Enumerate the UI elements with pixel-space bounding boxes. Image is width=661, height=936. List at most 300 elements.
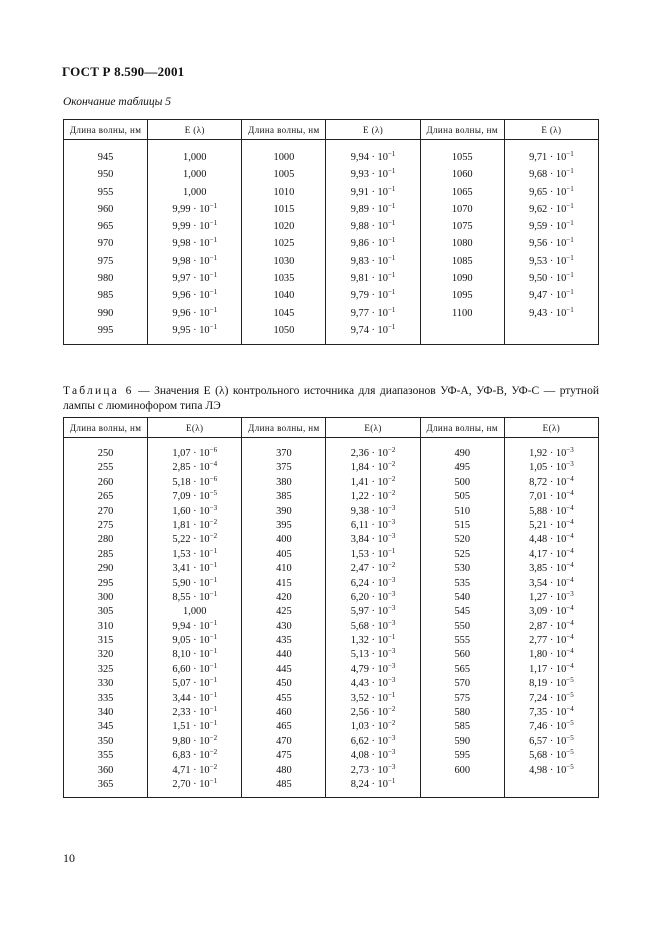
irradiance-cell — [505, 577, 598, 591]
irradiance-mantissa: 2,47 · 10 — [350, 563, 388, 575]
irradiance-mantissa: 2,87 · 10 — [529, 620, 567, 632]
irradiance-cell — [326, 548, 419, 562]
irradiance-mantissa: 1,22 · 10 — [350, 491, 388, 503]
irradiance-mantissa: 2,73 · 10 — [350, 764, 388, 776]
irradiance-cell — [505, 519, 598, 533]
irradiance-mantissa: 9,88 · 10 — [350, 221, 388, 233]
irradiance-exponent: −6 — [209, 474, 218, 483]
irradiance-exponent: −1 — [209, 647, 218, 656]
wavelength-cell: 395 — [276, 519, 292, 531]
wavelength-cell: 590 — [454, 735, 471, 747]
irradiance-mantissa: 9,77 · 10 — [350, 307, 388, 319]
irradiance-cell — [148, 648, 241, 662]
irradiance-exponent: −4 — [566, 546, 574, 555]
irradiance-mantissa: 9,38 · 10 — [350, 505, 388, 517]
irradiance-mantissa: 1,84 · 10 — [350, 462, 388, 474]
irradiance-mantissa: 4,08 · 10 — [350, 750, 388, 762]
wavelength-cell: 1025 — [273, 238, 295, 250]
wavelength-cell: 405 — [276, 548, 292, 560]
wavelength-cell: 985 — [97, 290, 114, 302]
irradiance-cell — [148, 533, 241, 547]
irradiance-cell — [505, 287, 598, 304]
wavelength-cell: 265 — [97, 491, 114, 503]
wavelength-cell: 965 — [97, 221, 114, 233]
wavelength-cell: 475 — [276, 750, 292, 762]
irradiance-cell — [505, 201, 598, 218]
wavelength-cell: 340 — [97, 707, 114, 719]
wavelength-cell: 360 — [97, 764, 114, 776]
table6-irradiance-column-2 — [326, 438, 420, 798]
irradiance-mantissa: 9,56 · 10 — [529, 238, 567, 250]
wavelength-cell: 440 — [276, 649, 292, 661]
irradiance-cell — [148, 490, 241, 504]
irradiance-exponent: −1 — [387, 690, 396, 699]
irradiance-exponent: −1 — [387, 150, 396, 158]
wavelength-cell: 330 — [97, 678, 114, 690]
irradiance-mantissa: 3,54 · 10 — [529, 577, 567, 589]
wavelength-cell: 315 — [97, 635, 114, 647]
irradiance-cell — [505, 476, 598, 490]
wavelength-cell: 970 — [97, 238, 114, 250]
irradiance-exponent: −2 — [387, 474, 396, 483]
wavelength-cell: 345 — [97, 721, 114, 733]
wavelength-cell: 400 — [276, 534, 292, 546]
wavelength-cell: 385 — [276, 491, 292, 503]
irradiance-mantissa: 5,97 · 10 — [350, 606, 388, 618]
wavelength-cell: 1005 — [273, 169, 295, 181]
irradiance-mantissa: 8,55 · 10 — [172, 591, 210, 603]
table6-body-row — [64, 438, 599, 798]
table6-header-wavelength-3: Длина волны, нм — [420, 418, 504, 438]
irradiance-cell — [326, 764, 419, 778]
irradiance-mantissa: 1,53 · 10 — [350, 548, 388, 560]
irradiance-cell — [326, 648, 419, 662]
irradiance-cell — [505, 562, 598, 576]
wavelength-cell: 305 — [97, 606, 114, 618]
irradiance-mantissa: 3,44 · 10 — [172, 692, 210, 704]
irradiance-cell — [326, 749, 419, 763]
irradiance-cell — [505, 735, 598, 749]
irradiance-mantissa: 9,94 · 10 — [350, 152, 388, 163]
irradiance-exponent: −1 — [387, 219, 396, 228]
irradiance-cell — [505, 620, 598, 634]
table5-header-row — [64, 120, 599, 140]
wavelength-cell: 545 — [454, 606, 471, 618]
table6-irradiance-column-3 — [504, 438, 598, 798]
irradiance-exponent: −5 — [566, 748, 574, 757]
irradiance-cell — [148, 778, 241, 792]
irradiance-mantissa: 2,77 · 10 — [529, 635, 567, 647]
irradiance-mantissa: 8,24 · 10 — [350, 778, 388, 790]
irradiance-cell — [326, 476, 419, 490]
irradiance-cell — [148, 201, 241, 218]
irradiance-exponent: −3 — [566, 589, 574, 598]
irradiance-exponent: −1 — [387, 633, 396, 642]
irradiance-cell — [326, 218, 419, 235]
irradiance-cell — [148, 735, 241, 749]
irradiance-mantissa: 9,79 · 10 — [350, 290, 388, 302]
irradiance-cell — [505, 305, 598, 322]
wavelength-cell: 980 — [97, 273, 114, 285]
irradiance-cell — [326, 270, 419, 287]
irradiance-cell — [148, 577, 241, 591]
irradiance-mantissa: 4,48 · 10 — [529, 534, 567, 546]
irradiance-mantissa: 1,05 · 10 — [529, 462, 567, 474]
irradiance-exponent: −1 — [209, 305, 218, 314]
wavelength-cell: 410 — [276, 563, 292, 575]
irradiance-exponent: −4 — [566, 532, 574, 541]
irradiance-exponent: −3 — [387, 748, 396, 757]
irradiance-exponent: −1 — [209, 288, 218, 297]
irradiance-cell — [148, 235, 241, 252]
irradiance-exponent: −3 — [387, 676, 396, 685]
irradiance-mantissa: 7,01 · 10 — [529, 491, 567, 503]
irradiance-exponent: −2 — [209, 748, 218, 757]
irradiance-mantissa: 5,21 · 10 — [529, 519, 567, 531]
irradiance-cell — [326, 447, 419, 461]
irradiance-cell — [148, 184, 241, 201]
irradiance-exponent: −2 — [387, 446, 396, 454]
wavelength-cell: 975 — [97, 255, 114, 267]
table6-header-irradiance-3: E(λ) — [504, 418, 598, 438]
irradiance-cell — [505, 764, 598, 778]
table5-header-irradiance-3: E (λ) — [504, 120, 598, 140]
irradiance-exponent: −1 — [387, 288, 396, 297]
wavelength-cell: 585 — [454, 721, 471, 733]
irradiance-mantissa: 9,99 · 10 — [172, 203, 210, 215]
irradiance-cell — [326, 322, 419, 339]
irradiance-exponent: −3 — [387, 503, 396, 512]
wavelength-cell: 285 — [97, 548, 114, 560]
irradiance-mantissa: 9,93 · 10 — [350, 169, 388, 181]
table5-irradiance-column-1 — [148, 140, 242, 345]
wavelength-cell: 365 — [97, 778, 114, 790]
wavelength-cell: 1080 — [451, 238, 473, 250]
table5-header-irradiance-1: E (λ) — [148, 120, 242, 140]
irradiance-exponent: −3 — [387, 575, 396, 584]
table5-irradiance-column-3 — [504, 140, 598, 345]
irradiance-exponent: −3 — [387, 532, 396, 541]
wavelength-cell: 445 — [276, 663, 292, 675]
irradiance-exponent: −4 — [566, 575, 574, 584]
irradiance-mantissa: 4,98 · 10 — [529, 764, 567, 776]
irradiance-mantissa: 2,85 · 10 — [172, 462, 210, 474]
irradiance-mantissa: 5,88 · 10 — [529, 505, 567, 517]
irradiance-mantissa: 6,57 · 10 — [529, 735, 567, 747]
irradiance-exponent: −1 — [566, 236, 574, 245]
irradiance-exponent: −4 — [566, 503, 574, 512]
irradiance-exponent: −1 — [387, 322, 396, 331]
irradiance-mantissa: 9,62 · 10 — [529, 203, 567, 215]
irradiance-mantissa: 5,90 · 10 — [172, 577, 210, 589]
irradiance-cell — [326, 692, 419, 706]
table5-irradiance-column-2 — [326, 140, 420, 345]
wavelength-cell: 335 — [97, 692, 114, 704]
irradiance-cell — [326, 577, 419, 591]
table6-header-wavelength-1: Длина волны, нм — [64, 418, 148, 438]
wavelength-cell: 450 — [276, 678, 292, 690]
irradiance-mantissa: 6,11 · 10 — [350, 519, 388, 531]
irradiance-cell — [148, 706, 241, 720]
irradiance-cell — [148, 287, 241, 304]
irradiance-exponent: −1 — [209, 201, 218, 210]
irradiance-cell — [505, 490, 598, 504]
irradiance-cell — [326, 720, 419, 734]
wavelength-cell: 270 — [97, 505, 114, 517]
irradiance-mantissa: 1,60 · 10 — [172, 505, 210, 517]
wavelength-cell: 470 — [276, 735, 292, 747]
irradiance-exponent: −1 — [209, 589, 218, 598]
irradiance-cell — [326, 677, 419, 691]
table6-wavelength-column-1 — [64, 438, 148, 798]
irradiance-exponent: −2 — [209, 517, 218, 526]
wavelength-cell: 960 — [97, 203, 114, 215]
wavelength-cell: 320 — [97, 649, 114, 661]
irradiance-exponent: −1 — [209, 776, 218, 785]
irradiance-mantissa: 5,18 · 10 — [172, 476, 210, 488]
irradiance-mantissa: 9,80 · 10 — [172, 735, 210, 747]
wavelength-cell: 380 — [276, 476, 292, 488]
irradiance-mantissa: 5,68 · 10 — [350, 620, 388, 632]
wavelength-cell: 455 — [276, 692, 292, 704]
irradiance-mantissa: 9,96 · 10 — [172, 307, 210, 319]
irradiance-exponent: −4 — [566, 661, 574, 670]
irradiance-exponent: −4 — [566, 705, 574, 714]
irradiance-mantissa: 9,68 · 10 — [529, 169, 567, 181]
irradiance-cell — [505, 166, 598, 183]
irradiance-exponent: −3 — [566, 446, 574, 454]
irradiance-exponent: −1 — [387, 236, 396, 245]
irradiance-exponent: −1 — [566, 184, 574, 193]
irradiance-mantissa: 2,56 · 10 — [350, 707, 388, 719]
irradiance-cell — [326, 562, 419, 576]
irradiance-mantissa: 3,09 · 10 — [529, 606, 567, 618]
wavelength-cell: 575 — [454, 692, 471, 704]
irradiance-cell — [148, 677, 241, 691]
wavelength-cell: 375 — [276, 462, 292, 474]
irradiance-cell — [148, 461, 241, 475]
irradiance-cell — [148, 305, 241, 322]
wavelength-cell: 355 — [97, 750, 114, 762]
irradiance-mantissa: 9,53 · 10 — [529, 255, 567, 267]
table6-caption-label: Таблица 6 — [63, 385, 134, 397]
wavelength-cell: 1045 — [273, 307, 295, 319]
irradiance-mantissa: 9,99 · 10 — [172, 221, 210, 233]
irradiance-cell — [505, 235, 598, 252]
irradiance-mantissa: 6,24 · 10 — [350, 577, 388, 589]
wavelength-cell: 500 — [454, 476, 471, 488]
wavelength-cell: 1030 — [273, 255, 295, 267]
irradiance-cell — [505, 533, 598, 547]
table5-body-row — [64, 140, 599, 345]
irradiance-mantissa: 9,65 · 10 — [529, 186, 567, 198]
irradiance-exponent: −4 — [566, 604, 574, 613]
irradiance-mantissa: 4,71 · 10 — [172, 764, 210, 776]
irradiance-cell — [326, 253, 419, 270]
irradiance-mantissa: 9,83 · 10 — [350, 255, 388, 267]
irradiance-exponent: −1 — [209, 546, 218, 555]
irradiance-exponent: −1 — [387, 167, 396, 176]
irradiance-exponent: −2 — [387, 705, 396, 714]
irradiance-mantissa: 6,83 · 10 — [172, 750, 210, 762]
wavelength-cell: 485 — [276, 778, 292, 790]
irradiance-mantissa: 4,79 · 10 — [350, 663, 388, 675]
wavelength-cell: 560 — [454, 649, 471, 661]
irradiance-cell — [505, 720, 598, 734]
irradiance-exponent: −2 — [387, 460, 396, 469]
irradiance-cell — [326, 605, 419, 619]
irradiance-cell — [505, 270, 598, 287]
wavelength-cell: 415 — [276, 577, 292, 589]
irradiance-exponent: −1 — [387, 253, 396, 262]
wavelength-cell: 565 — [454, 663, 471, 675]
irradiance-mantissa: 7,24 · 10 — [529, 692, 567, 704]
table5-header-wavelength-3: Длина волны, нм — [420, 120, 504, 140]
irradiance-mantissa: 1,81 · 10 — [172, 519, 210, 531]
irradiance-cell — [148, 166, 241, 183]
table6-header-irradiance-2: E(λ) — [326, 418, 420, 438]
wavelength-cell: 530 — [454, 563, 471, 575]
irradiance-cell — [326, 490, 419, 504]
irradiance-cell — [505, 461, 598, 475]
wavelength-cell: 260 — [97, 476, 114, 488]
irradiance-mantissa: 3,52 · 10 — [350, 692, 388, 704]
irradiance-exponent: −3 — [387, 762, 396, 771]
irradiance-exponent: −3 — [387, 604, 396, 613]
table6-irradiance-column-1 — [148, 438, 242, 798]
irradiance-cell — [148, 149, 241, 166]
table6-wavelength-column-3 — [420, 438, 504, 798]
irradiance-cell — [148, 270, 241, 287]
wavelength-cell: 1040 — [273, 290, 295, 302]
irradiance-cell — [148, 692, 241, 706]
irradiance-mantissa: 2,33 · 10 — [172, 707, 210, 719]
irradiance-exponent: −3 — [209, 503, 218, 512]
irradiance-mantissa: 8,19 · 10 — [529, 678, 567, 690]
wavelength-cell: 505 — [454, 491, 471, 503]
wavelength-cell: 255 — [97, 462, 114, 474]
irradiance-cell — [148, 749, 241, 763]
irradiance-mantissa: 1,07 · 10 — [172, 448, 210, 459]
wavelength-cell: 1010 — [273, 186, 295, 198]
irradiance-mantissa: 9,71 · 10 — [529, 152, 567, 163]
irradiance-cell — [326, 591, 419, 605]
irradiance-cell — [148, 634, 241, 648]
irradiance-exponent: −1 — [387, 305, 396, 314]
irradiance-cell — [148, 253, 241, 270]
irradiance-exponent: −5 — [566, 733, 574, 742]
irradiance-mantissa: 1,000 — [183, 169, 207, 181]
irradiance-mantissa: 4,17 · 10 — [529, 548, 567, 560]
irradiance-exponent: −1 — [387, 184, 396, 193]
irradiance-cell — [326, 505, 419, 519]
irradiance-mantissa: 1,51 · 10 — [172, 721, 210, 733]
irradiance-mantissa: 9,96 · 10 — [172, 290, 210, 302]
irradiance-cell — [505, 218, 598, 235]
irradiance-exponent: −1 — [387, 271, 396, 280]
irradiance-cell — [148, 505, 241, 519]
irradiance-cell — [326, 519, 419, 533]
irradiance-exponent: −4 — [566, 561, 574, 570]
wavelength-cell: 300 — [97, 591, 114, 603]
irradiance-exponent: −1 — [566, 150, 574, 158]
irradiance-cell — [148, 720, 241, 734]
irradiance-cell — [148, 322, 241, 339]
irradiance-mantissa: 5,13 · 10 — [350, 649, 388, 661]
irradiance-mantissa: 3,41 · 10 — [172, 563, 210, 575]
wavelength-cell: 1000 — [273, 152, 295, 163]
irradiance-cell — [326, 620, 419, 634]
irradiance-exponent: −1 — [566, 253, 574, 262]
irradiance-exponent: −1 — [209, 633, 218, 642]
wavelength-cell: 420 — [276, 591, 292, 603]
irradiance-mantissa: 2,36 · 10 — [350, 448, 388, 459]
irradiance-mantissa: 5,68 · 10 — [529, 750, 567, 762]
irradiance-mantissa: 9,05 · 10 — [172, 635, 210, 647]
irradiance-exponent: −5 — [566, 719, 574, 728]
irradiance-mantissa: 1,17 · 10 — [529, 663, 567, 675]
irradiance-exponent: −1 — [566, 271, 574, 280]
irradiance-exponent: −2 — [209, 733, 218, 742]
irradiance-cell — [505, 149, 598, 166]
wavelength-cell: 310 — [97, 620, 114, 632]
irradiance-mantissa: 1,41 · 10 — [350, 476, 388, 488]
table5-wavelength-column-2 — [242, 140, 326, 345]
wavelength-cell: 520 — [454, 534, 471, 546]
irradiance-exponent: −1 — [387, 546, 396, 555]
irradiance-mantissa: 1,92 · 10 — [529, 448, 567, 459]
wavelength-cell: 490 — [454, 448, 471, 459]
irradiance-exponent: −1 — [566, 167, 574, 176]
irradiance-exponent: −1 — [209, 676, 218, 685]
irradiance-cell — [505, 677, 598, 691]
irradiance-mantissa: 3,85 · 10 — [529, 563, 567, 575]
irradiance-mantissa: 1,32 · 10 — [350, 635, 388, 647]
wavelength-cell: 950 — [97, 169, 114, 181]
irradiance-cell — [505, 447, 598, 461]
wavelength-cell: 955 — [97, 186, 114, 198]
irradiance-mantissa: 9,89 · 10 — [350, 203, 388, 215]
irradiance-exponent: −1 — [209, 618, 218, 627]
irradiance-mantissa: 5,07 · 10 — [172, 678, 210, 690]
irradiance-cell — [148, 591, 241, 605]
wavelength-cell: 600 — [454, 764, 471, 776]
wavelength-cell: 1050 — [273, 324, 295, 336]
wavelength-cell: 1015 — [273, 203, 295, 215]
irradiance-exponent: −1 — [566, 219, 574, 228]
wavelength-cell: 550 — [454, 620, 471, 632]
page-number: 10 — [63, 851, 75, 865]
wavelength-cell: 460 — [276, 707, 292, 719]
irradiance-exponent: −4 — [566, 517, 574, 526]
irradiance-exponent: −1 — [566, 201, 574, 210]
irradiance-cell — [326, 184, 419, 201]
table6-caption — [63, 384, 599, 414]
table5-wavelength-column-3 — [420, 140, 504, 345]
irradiance-exponent: −1 — [209, 322, 218, 331]
irradiance-exponent: −1 — [209, 705, 218, 714]
irradiance-exponent: −1 — [566, 288, 574, 297]
table6-header-row — [64, 418, 599, 438]
irradiance-cell — [505, 505, 598, 519]
irradiance-cell — [505, 648, 598, 662]
wavelength-cell: 515 — [454, 519, 471, 531]
irradiance-mantissa: 1,000 — [183, 186, 207, 198]
wavelength-cell: 580 — [454, 707, 471, 719]
irradiance-cell — [148, 620, 241, 634]
irradiance-exponent: −4 — [209, 460, 218, 469]
irradiance-exponent: −1 — [209, 271, 218, 280]
